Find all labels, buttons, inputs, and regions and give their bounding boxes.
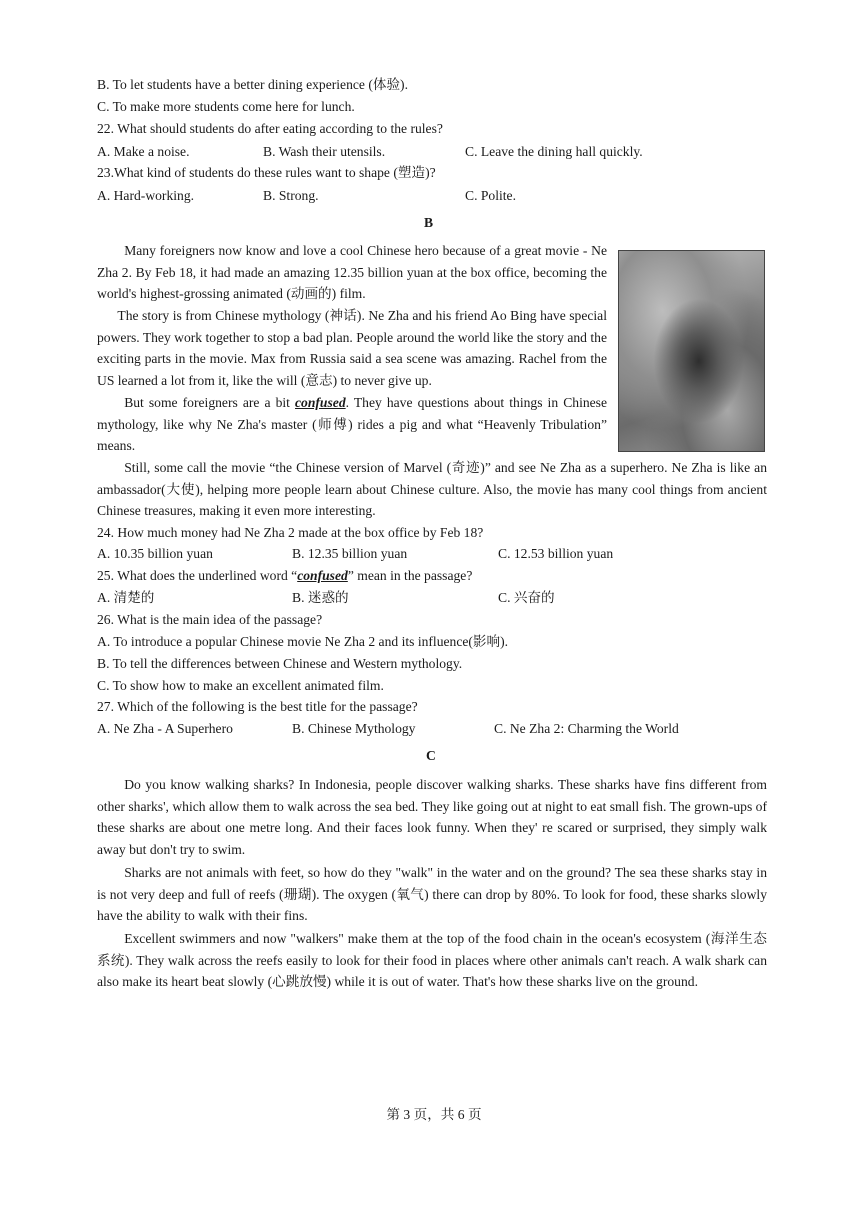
q25-option-b: B. 迷惑的	[292, 590, 349, 605]
q23-stem: 23.What kind of students do these rules want to shape (塑造)?	[97, 165, 436, 180]
q23-option-a: A. Hard-working.	[97, 188, 195, 203]
paragraph-3-text-after: . They have questions about things in Chinese mythology, like why Ne Zha's master (师傅) rides a pig and what “Heavenly Tribulation” means.	[97, 395, 607, 454]
q25-stem	[97, 567, 472, 585]
q24-option-c: C. 12.53 billion yuan	[498, 546, 614, 561]
section-b-heading: B	[424, 215, 434, 230]
q22-option-b: B. Wash their utensils.	[263, 144, 386, 159]
q24-option-b: B. 12.35 billion yuan	[292, 546, 408, 561]
ne-zha-movie-still-image	[618, 250, 765, 452]
q25-option-a: A. 清楚的	[97, 590, 155, 605]
q25-stem-after: ” mean in the passage?	[347, 568, 473, 583]
paragraph-3-text-before: But some foreigners are a bit	[124, 395, 296, 410]
q25-underlined-word: confused	[297, 568, 348, 583]
q27-option-b: B. Chinese Mythology	[292, 721, 416, 736]
q22-option-c: C. Leave the dining hall quickly.	[465, 144, 643, 159]
section-c-paragraph-1: Do you know walking sharks? In Indonesia, people discover walking sharks. These sharks have fins different from other sharks', which allow them to walk across the sea bed. They like going out at night to eat small fish. The grown-ups of these sharks are about one metre long. And their faces look funny. When they' re scared or surprised, they simply walk away but don't try to swim.	[97, 777, 767, 858]
q26-option-c: C. To show how to make an excellent animated film.	[97, 678, 384, 693]
section-c-paragraph-2: Sharks are not animals with feet, so how do they "walk" in the water and on the ground? The sea these sharks stay in is not very deep and full of reefs (珊瑚). The oxygen (氧气) there can drop by 80%. To look for food, these sharks slowly have the ability to walk with their fins.	[97, 865, 767, 924]
q27-option-a: A. Ne Zha - A Superhero	[97, 721, 233, 736]
q27-option-c: C. Ne Zha 2: Charming the World	[494, 721, 679, 736]
q22-option-a: A. Make a noise.	[97, 144, 190, 159]
q24-option-a: A. 10.35 billion yuan	[97, 546, 213, 561]
section-c-paragraph-3: Excellent swimmers and now "walkers" make them at the top of the food chain in the ocean's ecosystem (海洋生态系统). They walk across the reefs easily to look for their food in places where other animals can't reach. A walk shark can also make its heart beat slowly (心跳放慢) while it is out of water. That's how these sharks live on the ground.	[97, 931, 767, 990]
underlined-word-confused: confused	[295, 395, 346, 410]
q26-stem: 26. What is the main idea of the passage?	[97, 612, 323, 627]
section-c-heading: C	[426, 748, 436, 763]
q22-stem: 22. What should students do after eating according to the rules?	[97, 121, 443, 136]
q26-option-a: A. To introduce a popular Chinese movie Ne Zha 2 and its influence(影响).	[97, 634, 509, 649]
q26-option-b: B. To tell the differences between Chinese and Western mythology.	[97, 656, 463, 671]
q23-option-c: C. Polite.	[465, 188, 516, 203]
q25-option-c: C. 兴奋的	[498, 590, 555, 605]
q21-option-c: C. To make more students come here for lunch.	[97, 99, 355, 114]
q21-option-b: B. To let students have a better dining experience (体验).	[97, 77, 408, 92]
section-b-paragraph-3	[97, 392, 607, 457]
q23-option-b: B. Strong.	[263, 188, 319, 203]
section-b-paragraph-2: The story is from Chinese mythology (神话). Ne Zha and his friend Ao Bing have special powers. They work together to stop a bad plan. People around the world like the story and the exciting parts in the movie. Max from Russia said a sea scene was amazing. Rachel from the US learned a lot from it, like the will (意志) to never give up.	[97, 308, 607, 389]
q27-stem: 27. Which of the following is the best title for the passage?	[97, 699, 418, 714]
page-number-footer: 第 3 页，共 6 页	[386, 1107, 482, 1122]
section-b-paragraph-4: Still, some call the movie “the Chinese version of Marvel (奇迹)” and see Ne Zha as a superhero. Ne Zha is like an ambassador(大使), helping more people learn about Chinese culture. Also, the movie has many cool things from ancient Chinese treasures, making it even more interesting.	[97, 460, 767, 519]
q25-stem-before: 25. What does the underlined word “	[97, 568, 298, 583]
section-b-paragraph-1: Many foreigners now know and love a cool Chinese hero because of a great movie - Ne Zha 2. By Feb 18, it had made an amazing 12.35 billion yuan at the box office, becoming the world's highest-grossing animated (动画的) film.	[97, 243, 607, 302]
q24-stem: 24. How much money had Ne Zha 2 made at the box office by Feb 18?	[97, 525, 484, 540]
